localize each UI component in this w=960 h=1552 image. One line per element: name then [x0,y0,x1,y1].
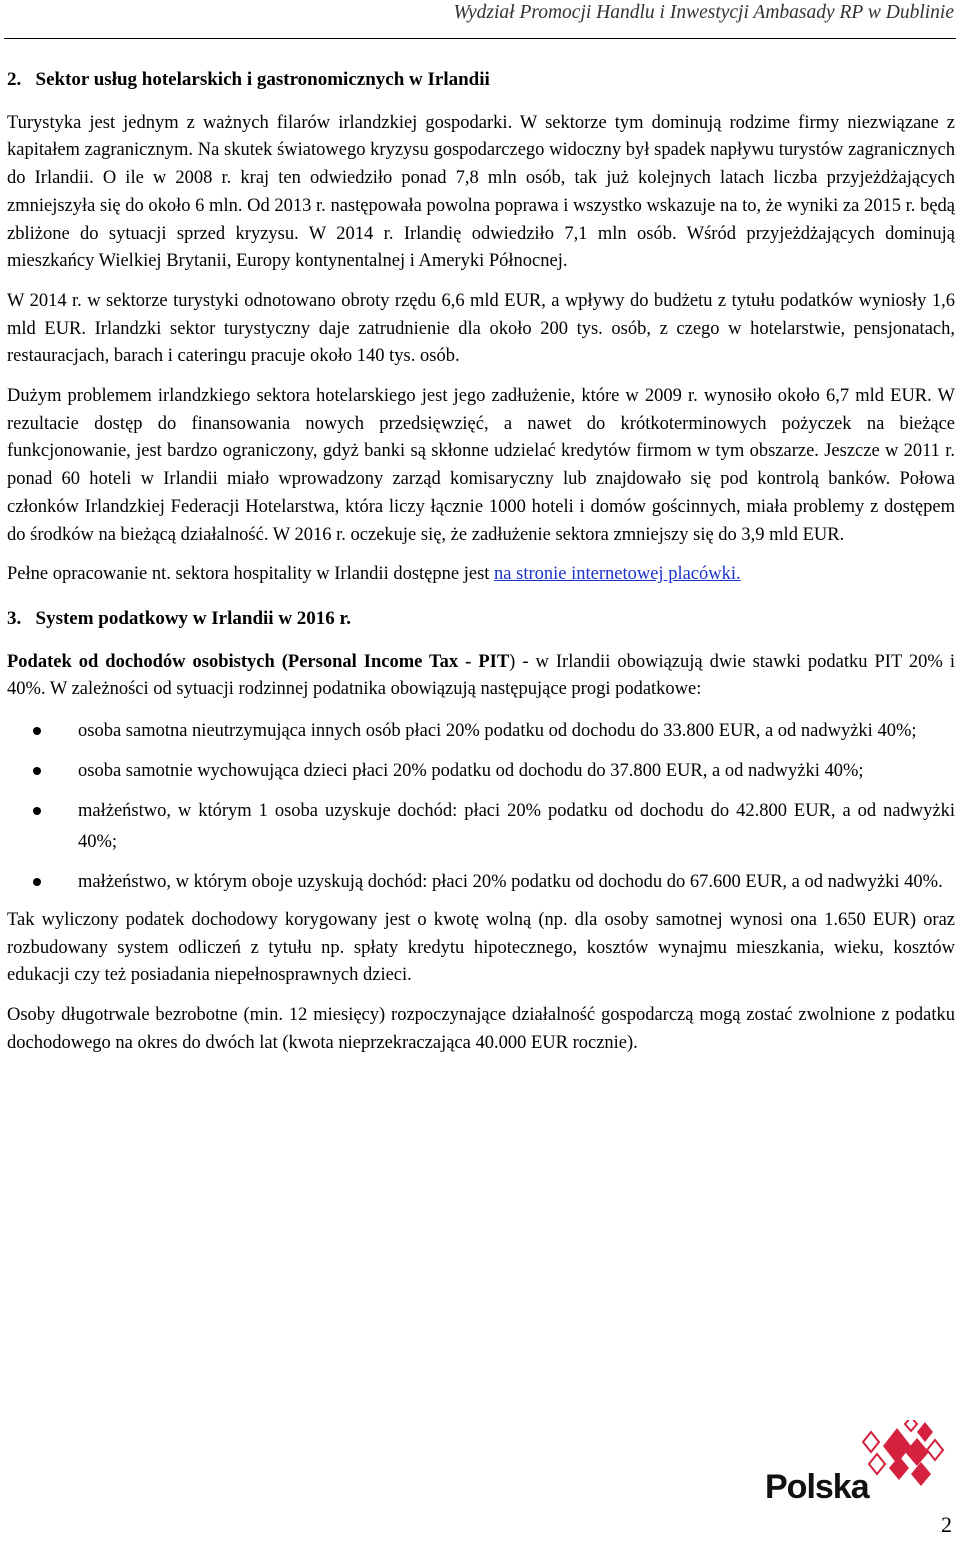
pit-intro-rest: ) - w Irlandii obowiązują dwie stawki podatku PIT 20% i 40%. W zależności od sytuacji rodzinnej podatnika obowiązują następujące progi podatkowe: [7,651,955,700]
section-2-heading: 2. Sektor usług hotelarskich i gastronomicznych w Irlandii [7,69,490,90]
polska-logo [765,1420,945,1505]
bullet-icon [33,727,41,735]
list-item: małżeństwo, w którym oboje uzyskują dochód: płaci 20% podatku od dochodu do 67.600 EUR, a od nadwyżki 40%. [7,867,955,898]
bullet-icon [33,807,41,815]
bullet-icon [33,767,41,775]
section-2-paragraph-4 [7,561,955,589]
website-link[interactable]: na stronie internetowej placówki. [494,564,741,585]
section-3-heading: 3. System podatkowy w Irlandii w 2016 r. [7,607,351,629]
list-item: osoba samotnie wychowująca dzieci płaci 20% podatku od dochodu do 37.800 EUR, a od nadwyżki 40%; [7,756,955,787]
section-2-paragraph-3: Dużym problemem irlandzkiego sektora hotelarskiego jest jego zadłużenie, które w 2009 r. wynosiło około 6,7 mld EUR. W rezultacie dostęp do finansowania nowych przedsięwzięć, a nawet do krótkoterminowych pożyczek na bieżące funkcjonowanie, jest bardzo ograniczony, gdyż banki są skłonne udzielać kredytów firmom w tym obszarze. Jeszcze w 2011 r. ponad 60 hoteli w Irlandii miało wprowadzony zarząd komisaryczny lub znajdowało się pod kontrolą banków. Połowa członków Irlandzkiej Federacji Hotelarstwa, która liczy łącznie 1000 hoteli i domów gościnnych, miała problemy z dostępem do środków na bieżącą działalność. W 2016 r. oczekuje się, że zadłużenie sektora zmniejszy się do 3,9 mld EUR. [7,386,955,545]
pit-intro [7,649,955,704]
pit-intro-bold: Podatek od dochodów osobistych (Personal Income Tax - PIT [7,651,510,672]
tax-deductions-paragraph: Tak wyliczony podatek dochodowy korygowany jest o kwotę wolną (np. dla osoby samotnej wynosi ona 1.650 EUR) oraz rozbudowany system odliczeń z tytułu np. spłaty kredytu hipotecznego, kosztów wynajmu mieszkania, wieku, kosztów edukacji czy też posiadania niepełnosprawnych dzieci. [7,910,955,986]
section-2-paragraph-1: Turystyka jest jednym z ważnych filarów irlandzkiej gospodarki. W sektorze tym dominują rodzime firmy niezwiązane z kapitałem zagranicznym. Na skutek światowego kryzysu gospodarczego widoczny był spadek napływu turystów zagranicznych do Irlandii. O ile w 2008 r. kraj ten odwiedziło ponad 7,8 mln osób, tak już kolejnych latach liczba przyjeżdżających zmniejszyła się do około 6 mln. Od 2013 r. następowała powolna poprawa i wszystko wskazuje na to, że wyniki za 2015 r. będą zbliżone do sytuacji sprzed kryzysu. W 2014 r. Irlandię odwiedziło 7,1 mln osób. Wśród przyjeżdżających dominują mieszkańcy Wielkiej Brytanii, Europy kontynentalnej i Ameryki Północnej. [7,112,955,272]
full-report-text: Pełne opracowanie nt. sektora hospitality w Irlandii dostępne jest [7,564,495,585]
document-body [7,66,955,1058]
section-2-paragraph-2: W 2014 r. w sektorze turystyki odnotowano obroty rzędu 6,6 mld EUR, a wpływy do budżetu z tytułu podatków wyniosły 1,6 mld EUR. Irlandzki sektor turystyczny daje zatrudnienie dla około 200 tys. osób, z czego w hotelarstwie, pensjonatach, restauracjach, barach i cateringu pracuje około 140 tys. osób. [7,290,955,367]
page-header: Wydział Promocji Handlu i Inwestycji Ambasady RP w Dublinie [453,2,954,23]
list-item: osoba samotna nieutrzymująca innych osób płaci 20% podatku od dochodu do 33.800 EUR, a od nadwyżki 40%; [7,716,955,747]
tax-thresholds-list [7,716,955,898]
page-number: 2 [941,1512,952,1537]
header-divider [4,38,956,39]
unemployed-exemption-paragraph: Osoby długotrwale bezrobotne (min. 12 miesięcy) rozpoczynające działalność gospodarczą mogą zostać zwolnione z podatku dochodowego na okres do dwóch lat (kwota nieprzekraczająca 40.000 EUR rocznie). [7,1005,955,1053]
bullet-icon [33,878,41,886]
polska-logo-text: Polska [765,1468,869,1506]
list-item: małżeństwo, w którym 1 osoba uzyskuje dochód: płaci 20% podatku od dochodu do 42.800 EUR, a od nadwyżki 40%; [7,796,955,858]
